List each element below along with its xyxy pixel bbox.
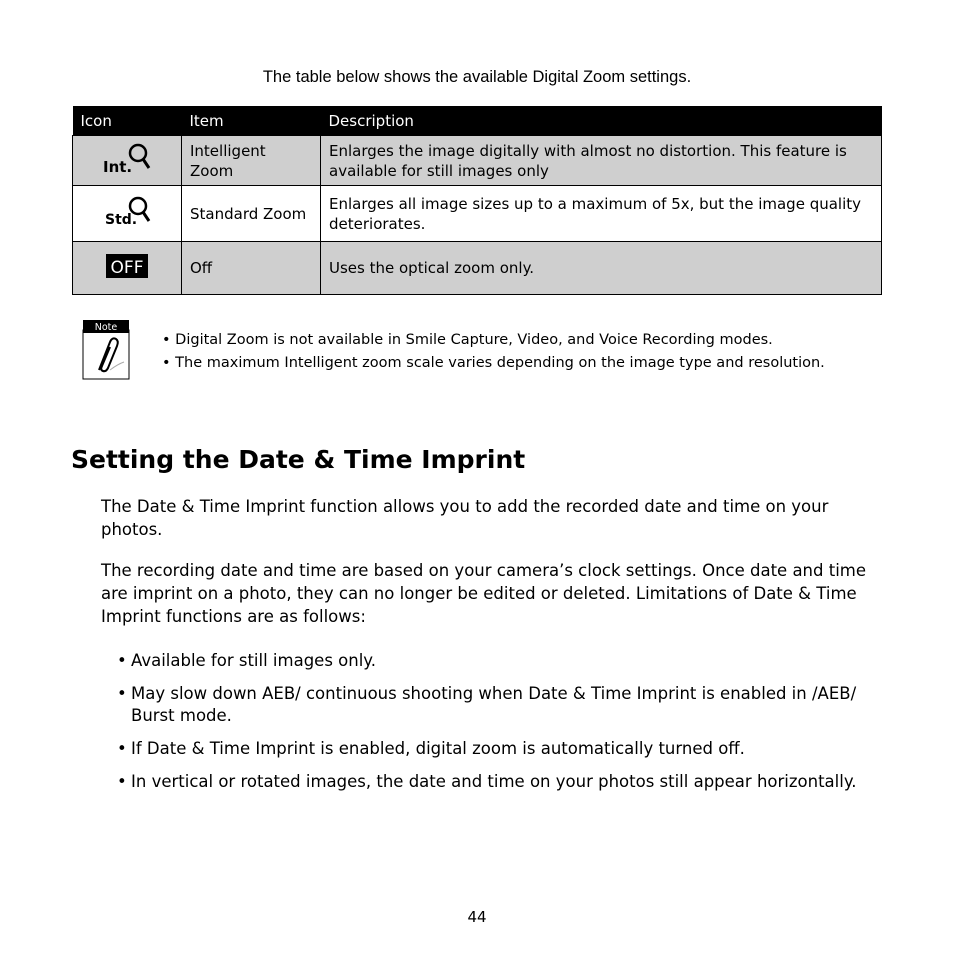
standard-zoom-icon <box>102 194 152 228</box>
table-row <box>73 136 882 186</box>
icon-cell <box>73 242 182 295</box>
header-description: Description <box>321 106 882 136</box>
table-row <box>73 186 882 242</box>
list-item: • If Date & Time Imprint is enabled, digital zoom is automatically turned off. <box>117 739 745 758</box>
description-cell: Uses the optical zoom only. <box>321 242 882 295</box>
table-row <box>73 242 882 295</box>
list-item-text: If Date & Time Imprint is enabled, digital zoom is automatically turned off. <box>131 739 745 758</box>
intelligent-zoom-icon <box>102 141 152 175</box>
note-icon <box>82 320 130 380</box>
list-item-text: Available for still images only. <box>131 651 376 670</box>
icon-text: Std. <box>105 212 138 228</box>
icon-text: Int. <box>103 158 133 175</box>
paragraph: The Date & Time Imprint function allows you to add the recorded date and time on your photos. <box>101 497 829 539</box>
table-intro: The table below shows the available Digital Zoom settings. <box>262 68 692 86</box>
digital-zoom-table <box>72 106 882 295</box>
section-title: Setting the Date & Time Imprint <box>71 445 526 474</box>
off-icon <box>105 252 149 280</box>
note-item: • The maximum Intelligent zoom scale varies depending on the image type and resolution. <box>162 352 825 375</box>
paragraph: The recording date and time are based on your camera’s clock settings. Once date and time are imprint on a photo, they can no longer be edited or deleted. Limitations of Date & Time Imprint functions are as follows: <box>101 561 867 626</box>
table-header-row <box>73 106 882 136</box>
note-list <box>162 329 825 375</box>
list-item-text: May slow down AEB/ continuous shooting when Date & Time Imprint is enabled in /AEB/ Burst mode. <box>131 684 857 725</box>
note-item: • Digital Zoom is not available in Smile Capture, Video, and Voice Recording modes. <box>162 329 825 352</box>
list-item-text: In vertical or rotated images, the date and time on your photos still appear horizontally. <box>131 772 857 791</box>
icon-text: OFF <box>110 257 144 278</box>
page-number: 44 <box>467 908 487 926</box>
item-cell: Off <box>182 242 321 295</box>
note-label: Note <box>94 322 118 333</box>
description-cell: Enlarges the image digitally with almost no distortion. This feature is available for still images only <box>321 136 882 186</box>
list-item: • May slow down AEB/ continuous shooting when Date & Time Imprint is enabled in /AEB/ Burst mode. <box>117 683 887 727</box>
list-item: • In vertical or rotated images, the date and time on your photos still appear horizontally. <box>117 772 857 791</box>
item-cell: Intelligent Zoom <box>182 136 321 186</box>
limitations-list <box>117 650 887 804</box>
list-item: • Available for still images only. <box>117 651 376 670</box>
header-icon: Icon <box>73 106 182 136</box>
icon-cell <box>73 186 182 242</box>
icon-cell <box>73 136 182 186</box>
item-cell: Standard Zoom <box>182 186 321 242</box>
header-item: Item <box>182 106 321 136</box>
description-cell: Enlarges all image sizes up to a maximum of 5x, but the image quality deteriorates. <box>321 186 882 242</box>
